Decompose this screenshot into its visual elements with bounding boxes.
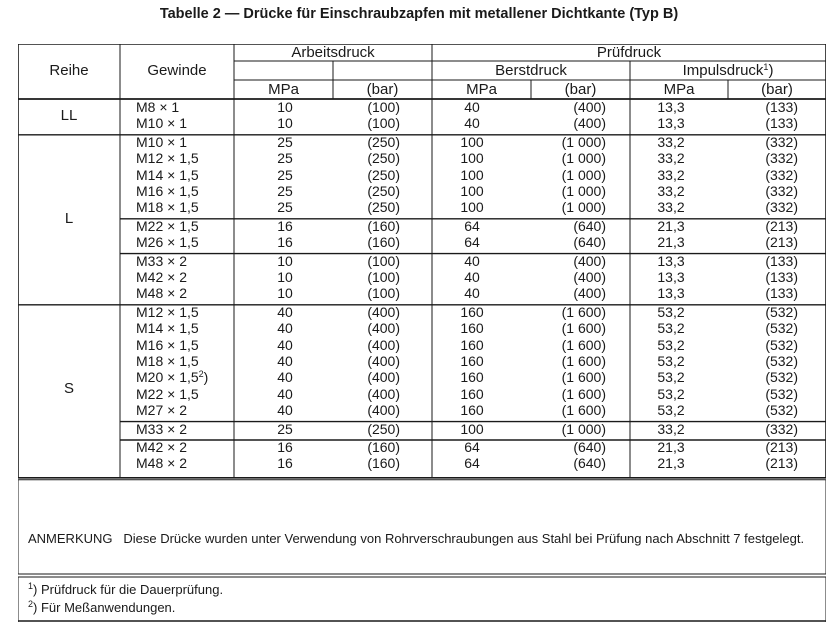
cell-b-bar: (1 600)	[561, 303, 606, 320]
cell-i-mpa: 53,2	[657, 336, 685, 353]
cell-i-mpa: 13,3	[657, 99, 685, 115]
cell-b-bar: (400)	[573, 99, 606, 115]
cell-a-mpa: 10	[277, 115, 293, 132]
cell-b-bar: (1 000)	[561, 150, 606, 167]
cell-gewinde	[136, 402, 234, 418]
cell-b-mpa: 100	[460, 166, 484, 183]
cell-a-bar: (160)	[367, 455, 400, 472]
cell-i-bar: (332)	[765, 199, 798, 216]
header-arbeitsdruck: Arbeitsdruck	[291, 44, 375, 61]
cell-b-mpa: 40	[464, 269, 480, 285]
gewinde-text: M22 × 1,5	[136, 385, 199, 402]
cell-gewinde	[136, 421, 234, 437]
cell-a-bar: (400)	[367, 369, 400, 386]
cell-b-bar: (640)	[573, 234, 606, 251]
cell-i-mpa: 53,2	[657, 369, 685, 386]
gewinde-text: M27 × 2	[136, 402, 187, 419]
cell-b-mpa: 100	[460, 199, 484, 216]
cell-i-bar: (532)	[765, 369, 798, 386]
header-mpa: MPa	[663, 81, 695, 98]
cell-a-bar: (100)	[367, 99, 400, 115]
footnote-2	[28, 599, 816, 616]
cell-b-bar: (400)	[573, 115, 606, 132]
cell-b-bar: (1 000)	[561, 166, 606, 183]
header-gewinde: Gewinde	[147, 62, 207, 79]
gewinde-text: M8 × 1	[136, 99, 180, 115]
cell-a-mpa: 16	[277, 455, 293, 472]
cell-a-bar: (250)	[367, 183, 400, 199]
cell-i-bar: (532)	[765, 303, 798, 320]
cell-i-mpa: 53,2	[657, 385, 685, 402]
gewinde-text: M14 × 1,5	[136, 166, 199, 183]
footnote-text: Prüfdruck für die Dauerprüfung.	[40, 582, 224, 597]
gewinde-text: M18 × 1,5	[136, 353, 199, 369]
cell-i-mpa: 21,3	[657, 217, 685, 234]
cell-i-bar: (133)	[765, 115, 798, 132]
header-bar: (bar)	[761, 81, 793, 98]
cell-i-bar: (532)	[765, 385, 798, 402]
cell-gewinde	[136, 353, 234, 369]
cell-i-bar: (332)	[765, 133, 798, 150]
cell-b-mpa: 160	[460, 303, 484, 320]
cell-b-bar: (1 600)	[561, 402, 606, 419]
gewinde-text: M10 × 1	[136, 133, 187, 150]
cell-i-mpa: 53,2	[657, 320, 685, 337]
cell-i-mpa: 33,2	[657, 133, 685, 150]
cell-b-bar: (640)	[573, 439, 606, 455]
cell-a-mpa: 25	[277, 150, 293, 167]
cell-a-bar: (400)	[367, 402, 400, 419]
footnote-paren: )	[33, 582, 38, 597]
cell-b-mpa: 40	[464, 115, 480, 132]
cell-i-mpa: 33,2	[657, 150, 685, 167]
cell-b-bar: (400)	[573, 285, 606, 302]
cell-a-bar: (160)	[367, 234, 400, 251]
cell-b-mpa: 160	[460, 320, 484, 337]
cell-i-bar: (213)	[765, 455, 798, 472]
cell-a-mpa: 25	[277, 183, 293, 199]
header-mpa: MPa	[466, 81, 497, 98]
cell-b-mpa: 64	[464, 234, 480, 251]
cell-i-mpa: 13,3	[657, 285, 685, 302]
cell-b-bar: (1 600)	[561, 353, 606, 369]
cell-a-bar: (400)	[367, 303, 400, 320]
header-bar: (bar)	[564, 81, 597, 98]
cell-b-mpa: 100	[460, 420, 484, 437]
cell-b-mpa: 64	[464, 439, 480, 455]
cell-i-bar: (213)	[765, 439, 798, 455]
cell-i-bar: (332)	[765, 420, 798, 437]
cell-b-bar: (1 000)	[561, 199, 606, 216]
anmerkung-text: Diese Drücke wurden unter Verwendung von Rohrverschraubungen aus Stahl bei Prüfung nach Abschnitt 7 festgelegt.	[123, 531, 805, 546]
cell-i-bar: (532)	[765, 402, 798, 419]
cell-a-bar: (400)	[367, 320, 400, 337]
cell-i-bar: (133)	[765, 285, 798, 302]
cell-gewinde	[136, 386, 234, 402]
cell-gewinde	[136, 253, 234, 269]
gewinde-text: M16 × 1,5	[136, 183, 199, 199]
cell-a-mpa: 10	[277, 269, 293, 285]
cell-b-bar: (1 000)	[561, 420, 606, 437]
gewinde-text: M10 × 1	[136, 115, 187, 132]
cell-a-mpa: 16	[277, 217, 293, 234]
cell-a-bar: (400)	[367, 336, 400, 353]
cell-gewinde	[136, 320, 234, 336]
cell-a-mpa: 40	[277, 402, 293, 419]
cell-a-mpa: 10	[277, 252, 293, 269]
cell-gewinde	[136, 150, 234, 166]
anmerkung-label: ANMERKUNG	[28, 531, 113, 546]
header-mpa: MPa	[268, 81, 299, 98]
cell-b-mpa: 64	[464, 217, 480, 234]
cell-gewinde	[136, 304, 234, 320]
cell-a-bar: (250)	[367, 150, 400, 167]
header-pruefdruck: Prüfdruck	[596, 44, 662, 61]
cell-b-bar: (640)	[573, 455, 606, 472]
cell-a-mpa: 25	[277, 199, 293, 216]
pressure-table	[18, 44, 826, 622]
cell-a-mpa: 25	[277, 420, 293, 437]
gewinde-text: M42 × 2	[136, 269, 187, 285]
gewinde-text: M16 × 1,5	[136, 336, 199, 353]
cell-a-mpa: 16	[277, 439, 293, 455]
cell-gewinde	[136, 134, 234, 150]
cell-i-bar: (532)	[765, 336, 798, 353]
gewinde-text: M14 × 1,5	[136, 320, 199, 337]
cell-a-mpa: 40	[277, 336, 293, 353]
cell-reihe: LL	[60, 107, 78, 125]
cell-a-bar: (100)	[367, 285, 400, 302]
footnote-ref-paren: )	[203, 369, 209, 386]
cell-i-mpa: 33,2	[657, 420, 685, 437]
gewinde-text: M12 × 1,5	[136, 303, 199, 320]
gewinde-text: M48 × 2	[136, 285, 187, 302]
cell-a-bar: (250)	[367, 420, 400, 437]
cell-b-mpa: 100	[460, 133, 484, 150]
gewinde-text: M26 × 1,5	[136, 234, 199, 251]
cell-a-bar: (100)	[367, 252, 400, 269]
cell-i-bar: (133)	[765, 99, 798, 115]
footnote-ref: 1	[763, 62, 769, 72]
cell-a-mpa: 40	[277, 303, 293, 320]
cell-i-mpa: 13,3	[657, 252, 685, 269]
gewinde-text: M33 × 2	[136, 252, 187, 269]
cell-i-bar: (532)	[765, 320, 798, 337]
cell-i-mpa: 21,3	[657, 439, 685, 455]
gewinde-text: M20 × 1,5	[136, 369, 199, 386]
gewinde-text: M48 × 2	[136, 455, 187, 472]
cell-b-mpa: 64	[464, 455, 480, 472]
cell-a-bar: (400)	[367, 353, 400, 369]
cell-a-bar: (250)	[367, 133, 400, 150]
cell-gewinde	[136, 218, 234, 234]
cell-a-bar: (160)	[367, 439, 400, 455]
gewinde-text: M33 × 2	[136, 420, 187, 437]
cell-a-mpa: 16	[277, 234, 293, 251]
cell-b-bar: (1 600)	[561, 320, 606, 337]
cell-i-bar: (213)	[765, 234, 798, 251]
cell-i-mpa: 13,3	[657, 115, 685, 132]
cell-a-mpa: 10	[277, 99, 293, 115]
cell-b-mpa: 100	[460, 150, 484, 167]
footnote-mark: 2	[28, 599, 34, 609]
header-impulsdruck-label: Impulsdruck	[682, 62, 764, 79]
cell-b-mpa: 40	[464, 285, 480, 302]
cell-a-bar: (100)	[367, 115, 400, 132]
cell-b-bar: (400)	[573, 252, 606, 269]
cell-a-mpa: 10	[277, 285, 293, 302]
cell-a-mpa: 25	[277, 166, 293, 183]
cell-a-bar: (250)	[367, 199, 400, 216]
footnote-text: Für Meßanwendungen.	[40, 600, 176, 615]
header-bar: (bar)	[366, 81, 399, 98]
cell-reihe: L	[64, 209, 74, 227]
footnote-ref: 2	[198, 369, 204, 380]
cell-i-bar: (332)	[765, 150, 798, 167]
cell-gewinde	[136, 285, 234, 301]
cell-a-mpa: 40	[277, 353, 293, 369]
cell-a-bar: (100)	[367, 269, 400, 285]
cell-reihe: S	[63, 379, 74, 397]
cell-b-mpa: 40	[464, 252, 480, 269]
cell-i-bar: (133)	[765, 269, 798, 285]
cell-i-mpa: 21,3	[657, 234, 685, 251]
cell-i-mpa: 33,2	[657, 183, 685, 199]
cell-i-bar: (332)	[765, 183, 798, 199]
cell-b-bar: (1 000)	[561, 183, 606, 199]
cell-b-mpa: 160	[460, 336, 484, 353]
header-berstdruck: Berstdruck	[495, 62, 567, 79]
anmerkung	[28, 530, 816, 547]
cell-b-bar: (1 600)	[561, 385, 606, 402]
cell-i-mpa: 53,2	[657, 402, 685, 419]
table-title: Tabelle 2 — Drücke für Einschraubzapfen mit metallener Dichtkante (Typ B)	[159, 6, 679, 22]
cell-i-mpa: 53,2	[657, 353, 685, 369]
cell-a-mpa: 40	[277, 320, 293, 337]
cell-i-bar: (532)	[765, 353, 798, 369]
footnote-mark: 1	[28, 581, 34, 591]
cell-i-bar: (133)	[765, 252, 798, 269]
cell-gewinde	[136, 455, 234, 471]
cell-b-mpa: 160	[460, 385, 484, 402]
cell-a-mpa: 25	[277, 133, 293, 150]
cell-b-mpa: 160	[460, 402, 484, 419]
cell-i-mpa: 13,3	[657, 269, 685, 285]
cell-gewinde	[136, 369, 234, 385]
cell-b-bar: (1 000)	[561, 133, 606, 150]
cell-i-bar: (332)	[765, 166, 798, 183]
header-impulsdruck	[630, 62, 826, 80]
cell-a-mpa: 40	[277, 369, 293, 386]
cell-a-mpa: 40	[277, 385, 293, 402]
cell-b-bar: (640)	[573, 217, 606, 234]
gewinde-text: M12 × 1,5	[136, 150, 199, 167]
cell-gewinde	[136, 99, 234, 115]
cell-i-mpa: 33,2	[657, 166, 685, 183]
gewinde-text: M22 × 1,5	[136, 217, 199, 234]
footnote-1	[28, 581, 816, 598]
header-reihe: Reihe	[49, 62, 89, 79]
cell-a-bar: (400)	[367, 385, 400, 402]
cell-gewinde	[136, 439, 234, 455]
gewinde-text: M42 × 2	[136, 439, 187, 455]
footnote-ref-paren: )	[768, 62, 774, 79]
gewinde-text: M18 × 1,5	[136, 199, 199, 216]
cell-i-mpa: 33,2	[657, 199, 685, 216]
cell-b-bar: (1 600)	[561, 369, 606, 386]
cell-gewinde	[136, 167, 234, 183]
footnote-paren: )	[33, 600, 38, 615]
cell-b-mpa: 100	[460, 183, 484, 199]
cell-gewinde	[136, 234, 234, 250]
cell-b-mpa: 160	[460, 369, 484, 386]
cell-i-bar: (213)	[765, 217, 798, 234]
cell-gewinde	[136, 269, 234, 285]
cell-gewinde	[136, 199, 234, 215]
cell-a-bar: (250)	[367, 166, 400, 183]
cell-gewinde	[136, 183, 234, 199]
cell-i-mpa: 21,3	[657, 455, 685, 472]
cell-b-mpa: 160	[460, 353, 484, 369]
cell-b-bar: (1 600)	[561, 336, 606, 353]
cell-gewinde	[136, 337, 234, 353]
cell-gewinde	[136, 115, 234, 131]
cell-i-mpa: 53,2	[657, 303, 685, 320]
cell-a-bar: (160)	[367, 217, 400, 234]
cell-b-bar: (400)	[573, 269, 606, 285]
cell-b-mpa: 40	[464, 99, 480, 115]
